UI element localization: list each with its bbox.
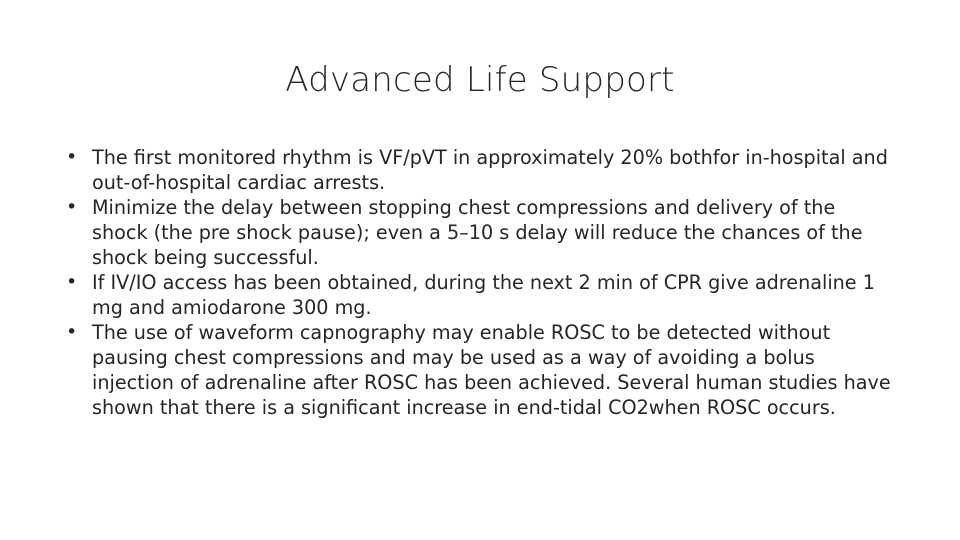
bullet-text: The first monitored rhythm is VF/pVT in approximately 20% bothfor in-hospital and out-of-hospital cardiac arrests. — [92, 146, 888, 194]
bullet-marker: • — [66, 321, 78, 343]
bullet-marker: • — [66, 271, 78, 293]
bullet-marker: • — [66, 146, 78, 168]
bullet-item — [66, 320, 896, 420]
bullet-text: If IV/IO access has been obtained, during the next 2 min of CPR give adrenaline 1 mg and amiodarone 300 mg. — [92, 271, 875, 319]
bullet-item — [66, 195, 896, 270]
bullet-text: The use of waveform capnography may enable ROSC to be detected without pausing chest compressions and may be used as a way of avoiding a bolus injection of adrenaline after ROSC has been achieved. Several human studies have shown that there is a significant increase in end-tidal CO2when ROSC occurs. — [92, 321, 891, 419]
slide-title: Advanced Life Support — [285, 60, 675, 100]
bullet-text: Minimize the delay between stopping chest compressions and delivery of the shock (the pre shock pause); even a 5–10 s delay will reduce the chances of the shock being successful. — [92, 196, 863, 269]
bullet-item — [66, 145, 896, 195]
bullet-list — [66, 145, 896, 420]
bullet-item — [66, 270, 896, 320]
bullet-marker: • — [66, 196, 78, 218]
